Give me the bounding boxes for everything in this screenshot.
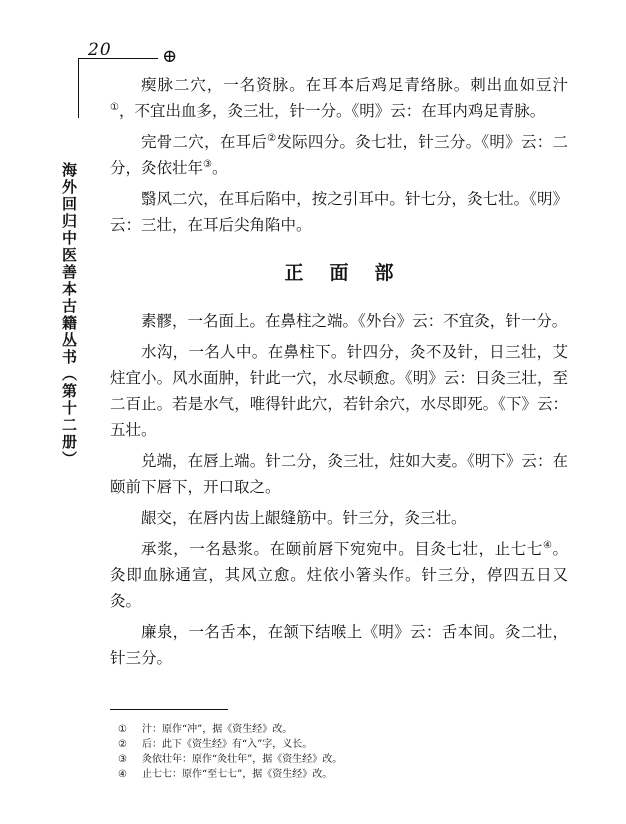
paragraph-wangu — [110, 129, 568, 181]
paragraph-chengjiang — [110, 536, 568, 614]
footnote — [118, 722, 342, 737]
footnote-text: 止七七：原作“至七七”，据《资生经》改。 — [142, 769, 333, 780]
paragraph-shuigou: 水沟，一名人中。在鼻柱下。针四分，灸不及针，日三壮，艾炷宜小。风水面肿，针此一穴，水尽顿愈。《明》云：日灸三壮，至二百止。若是水气，唯得针此穴，若针余穴，水尽即死。《下》云：五壮。 — [110, 343, 568, 439]
text-run: 承浆，一名悬浆。在颐前唇下宛宛中。目灸七壮，止七七 — [141, 540, 543, 558]
footnote-text: 灸依壮年：原作“灸壮年”，据《资生经》改。 — [142, 754, 343, 765]
left-rule — [78, 58, 79, 118]
text-run: 完骨二穴，在耳后 — [141, 133, 268, 151]
text-run: 发际四分。灸七壮，针三分。《明》云：二分，灸依壮年 — [110, 133, 568, 177]
footnote-ref-1[interactable]: ① — [110, 101, 119, 113]
header-rule — [78, 58, 158, 59]
text-run: ，不宜出血多，灸三壮，针一分。《明》云：在耳内鸡足青脉。 — [118, 102, 546, 120]
text-run: 瘈脉二穴，一名资脉。在耳本后鸡足青络脉。刺出血如豆汁 — [141, 76, 568, 94]
footnote-ref-4[interactable]: ④ — [542, 539, 553, 551]
footnote — [118, 752, 342, 767]
footnote-mark: ② — [118, 739, 127, 750]
text-run: 。灸即血脉通宣，其风立愈。炷依小箸头作。针三分，停四五日又灸。 — [110, 540, 568, 610]
footnote-text: 后：此下《资生经》有“入”字，义长。 — [142, 739, 313, 750]
series-title: 海外回归中医善本古籍丛书（第十二册） — [60, 162, 78, 468]
footnote-mark: ④ — [118, 769, 127, 780]
paragraph-duiduan: 兑端，在唇上端。针二分，灸三壮，炷如大麦。《明下》云：在颐前下唇下，开口取之。 — [110, 452, 568, 496]
footnote-text: 汁：原作“冲”，据《资生经》改。 — [142, 724, 293, 735]
footnote-ref-2[interactable]: ② — [267, 132, 277, 144]
footnote-mark: ① — [118, 724, 127, 735]
section-heading: 正面部 — [284, 262, 420, 284]
footnote-rule — [110, 709, 228, 710]
paragraph-suliao: 素髎，一名面上。在鼻柱之端。《外台》云：不宜灸，针一分。 — [141, 312, 568, 330]
paragraph-lianquan: 廉泉，一名舌本，在颔下结喉上《明》云：舌本间。灸二壮，针三分。 — [110, 623, 568, 667]
paragraph-yinjiao: 龈交，在唇内齿上龈缝筋中。针三分，灸三壮。 — [141, 509, 467, 527]
footnotes — [118, 722, 342, 782]
footnote — [118, 767, 342, 782]
page-number: 20 — [88, 40, 112, 60]
footnote-ref-3[interactable]: ③ — [203, 158, 212, 170]
paragraph-chimai — [110, 72, 568, 124]
page-body — [110, 72, 568, 671]
footnote — [118, 737, 342, 752]
footnote-mark: ③ — [118, 754, 127, 765]
text-run: 。 — [211, 159, 228, 177]
paragraph-yifeng: 翳风二穴，在耳后陷中，按之引耳中。针七分，灸七壮。《明》云：三壮，在耳后尖角陷中。 — [110, 190, 568, 234]
header-ornament-icon: ⊕ — [162, 46, 178, 67]
